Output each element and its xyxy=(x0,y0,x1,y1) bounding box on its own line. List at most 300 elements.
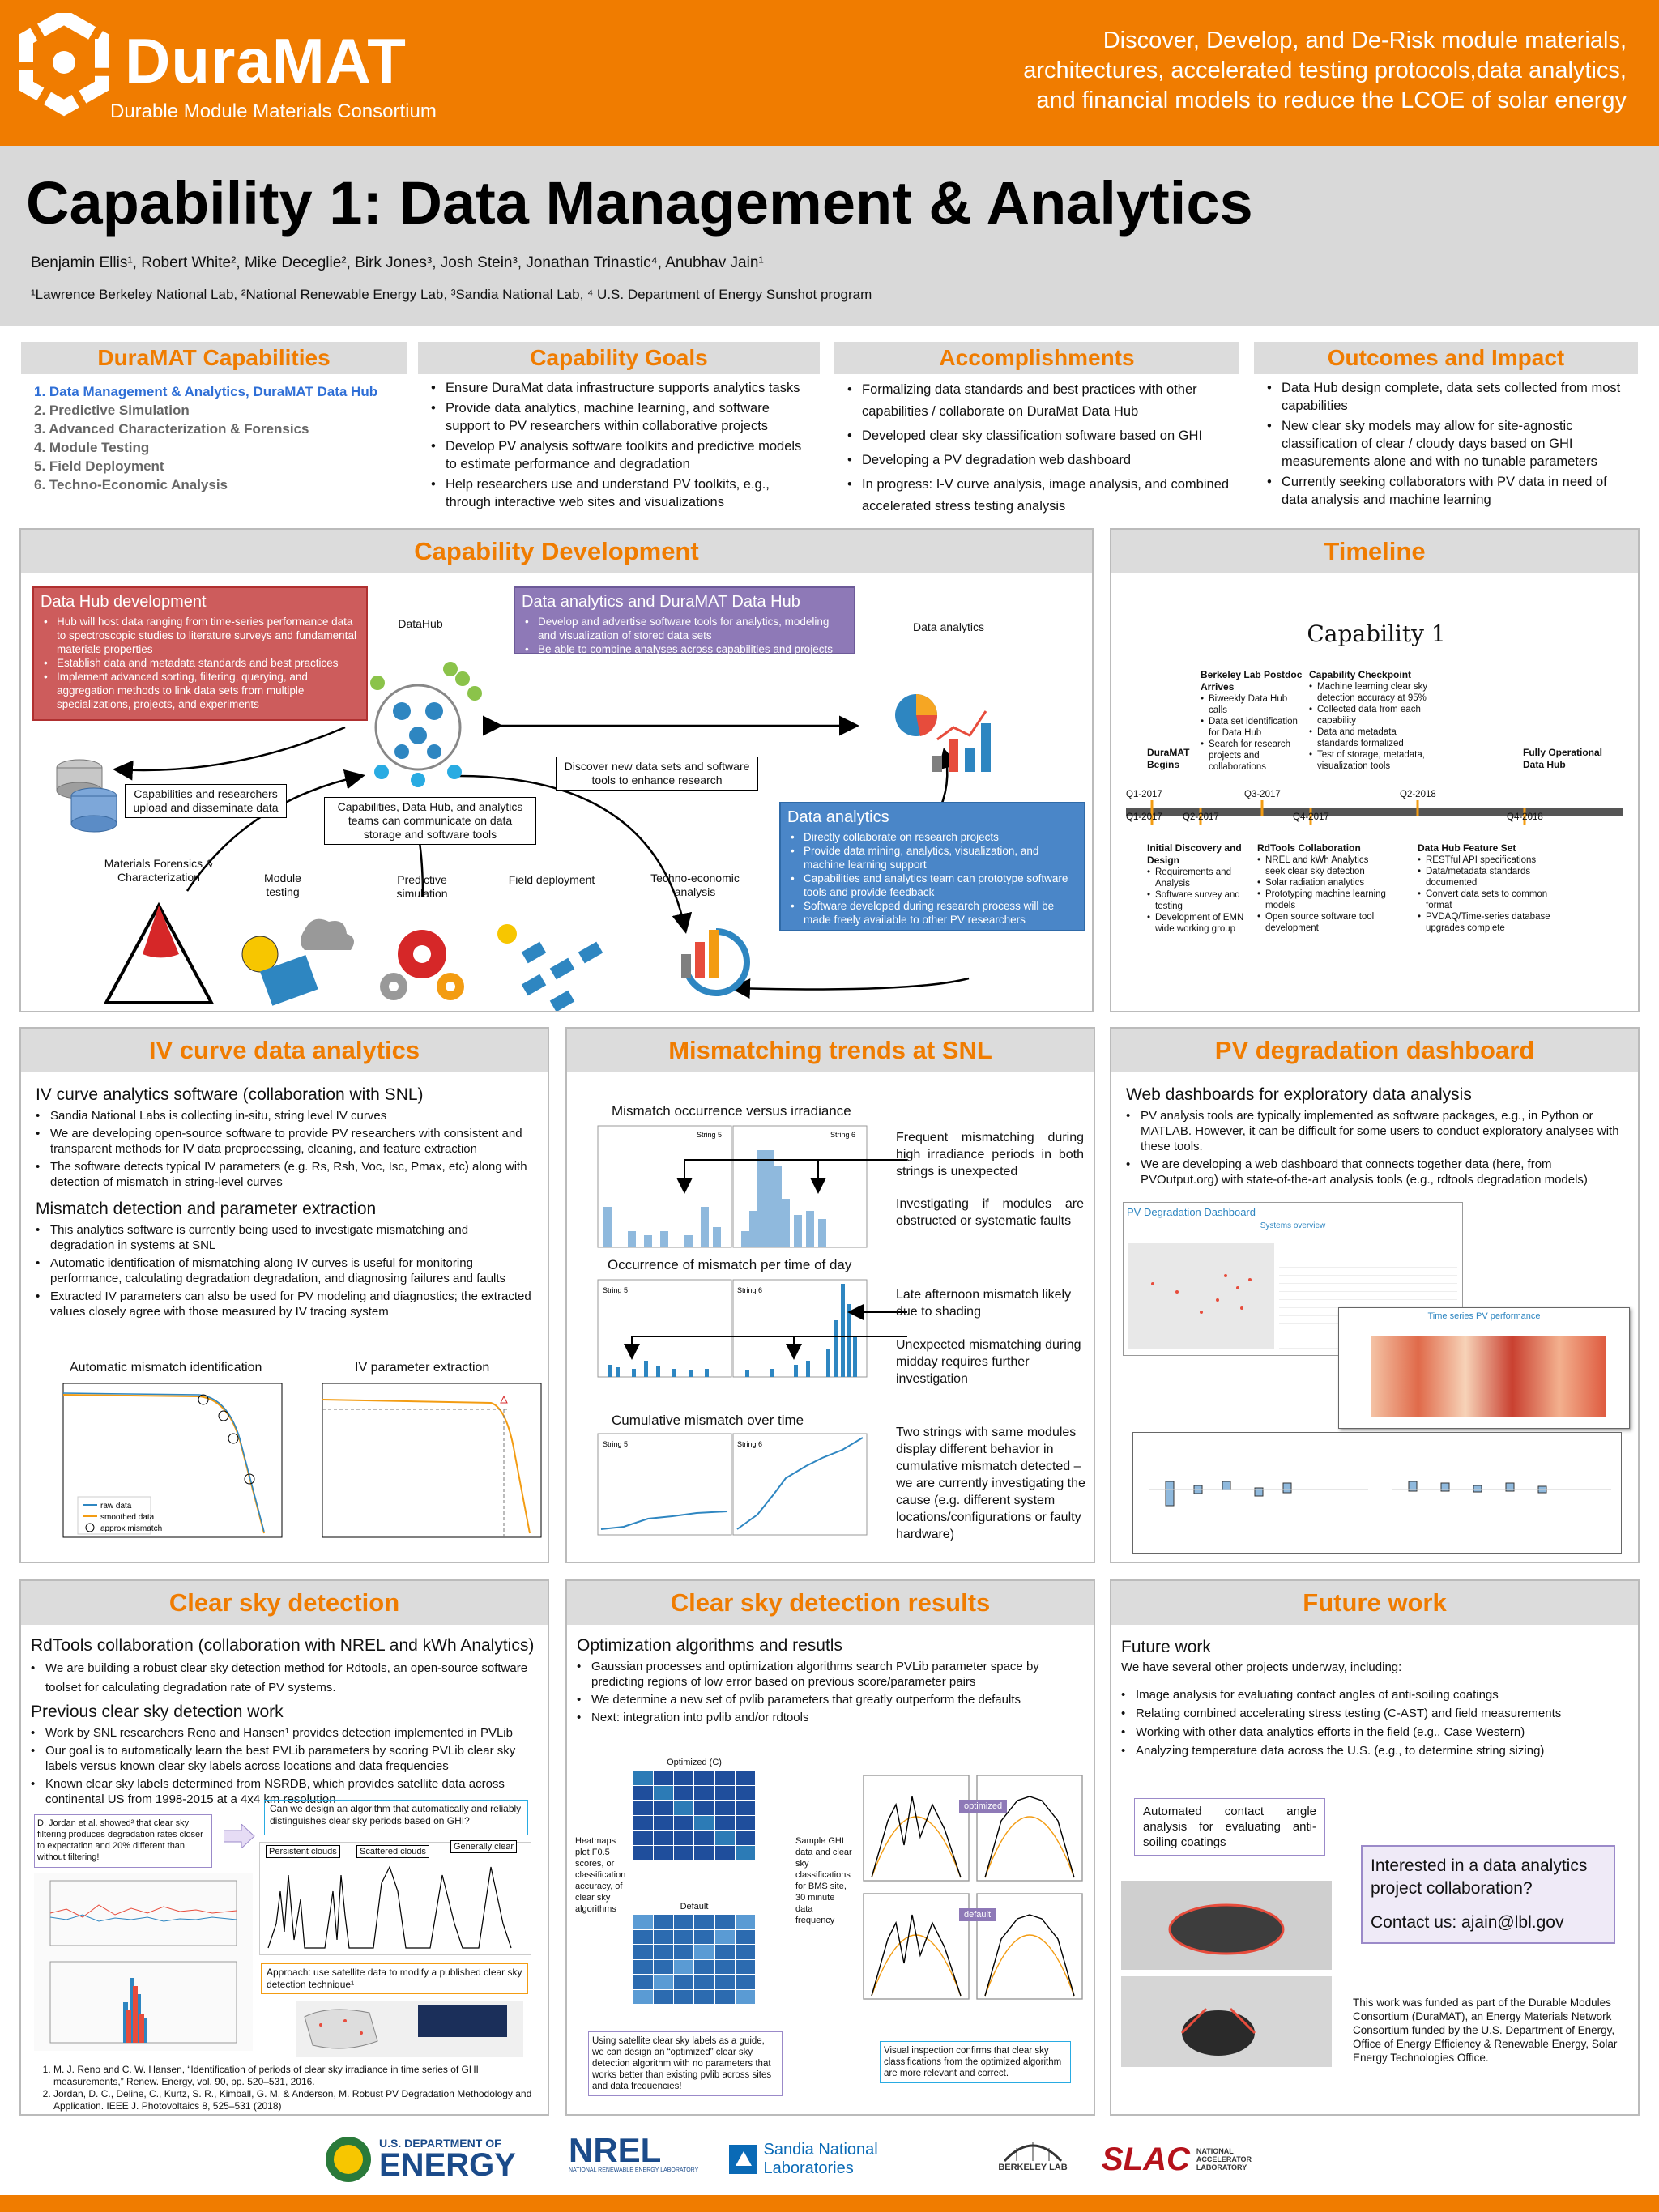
chart-title: Occurrence of mismatch per time of day xyxy=(608,1257,852,1272)
note: Unexpected mismatching during midday requires further investigation xyxy=(896,1338,1081,1386)
list-item: • Help researchers use and understand PV toolkits, e.g., through interactive web sites and visualizations xyxy=(431,475,812,511)
list-item: • Extracted IV parameters can also be used for PV modeling and diagnostics; the extracted values closely agree with those measured by IV tracing system xyxy=(36,1289,533,1319)
list-item: • We determine a new set of pvlib parameters that greatly outperform the defaults xyxy=(577,1692,1084,1707)
heatmap-cell xyxy=(694,1786,714,1801)
list-item: • Development of EMN wide working group xyxy=(1147,912,1252,935)
clear-sky-results-panel xyxy=(565,1579,1095,2116)
heatmap-cell xyxy=(715,1960,735,1975)
heatmap-cell xyxy=(633,1816,653,1831)
affiliations: ¹Lawrence Berkeley National Lab, ²National Renewable Energy Lab, ³Sandia National Lab, ⁴ U.S. Department of Energy Sunshot program xyxy=(31,287,872,302)
datahub-icon xyxy=(370,662,482,787)
heatmap-cell xyxy=(674,1801,693,1815)
heatmap-cell xyxy=(654,1801,673,1815)
iv-body xyxy=(21,1072,548,1330)
optimized-tag: optimized xyxy=(959,1800,1007,1813)
default-heatmap xyxy=(633,1915,755,2004)
list-item: • Currently seeking collaborators with PV data in need of data analysis and machine learning xyxy=(1267,473,1630,509)
boxplot-screenshot xyxy=(1132,1432,1622,1554)
list-item: • Working with other data analytics efforts in the field (e.g., Case Western) xyxy=(1121,1724,1628,1741)
heatmap-cell xyxy=(694,1831,714,1845)
funding-note: This work was funded as part of the Durable Modules Consortium (DuraMAT), an Energy Materials Network Consortium funded by the U.S. Department of Energy, Office of Energy Efficiency & Renewable Energy, Solar Energy Technologies Office. xyxy=(1353,1997,1618,2064)
heatmap-cell xyxy=(654,1990,673,2005)
heatmap-cell xyxy=(633,1846,653,1860)
note: Two strings with same modules display different behavior in cumulative mismatch detected – we are currently investigating the cause (e.g. different system locations/configurations or faulty hardware) xyxy=(896,1426,1085,1541)
plot-label: Generally clear xyxy=(450,1840,517,1853)
tick-label: Q4-2018 xyxy=(1507,812,1543,822)
list-item: • New clear sky models may allow for site-agnostic classification of clear / cloudy days based on GHI measurements alone and with no tunable parameters xyxy=(1267,417,1630,471)
hexagon-logo-icon xyxy=(19,13,109,118)
heatmap-cell xyxy=(736,1786,755,1801)
heatmap-cell xyxy=(674,1816,693,1831)
heatmap-cell xyxy=(674,1990,693,2005)
panel-title: PV degradation dashboard xyxy=(1111,1029,1638,1072)
panel-title: Timeline xyxy=(1111,530,1638,573)
list-item: • Data set identification for Data Hub xyxy=(1201,716,1306,739)
panel-title: DuraMAT Capabilities xyxy=(21,342,407,374)
mismatch-panel xyxy=(565,1027,1095,1563)
tick-label: Q3-2017 xyxy=(1244,790,1281,799)
heatmap-cell xyxy=(715,1945,735,1959)
tick-label: Q1-2017 xyxy=(1126,812,1162,822)
cap-label: Field deployment xyxy=(508,873,595,886)
clearsky-list-2 xyxy=(31,1725,538,1807)
question-box: Can we design an algorithm that automatically and reliably distinguishes clear sky periods based on GHI? xyxy=(264,1800,528,1835)
heatmap-cell xyxy=(715,1816,735,1831)
heatmap-cell xyxy=(715,1975,735,1989)
section-heading: Previous clear sky detection work xyxy=(31,1703,284,1721)
header-banner xyxy=(0,0,1659,146)
plot-label: Scattered clouds xyxy=(356,1845,429,1858)
list-item: • Be able to combine analyses across capabilities and projects xyxy=(522,642,847,656)
section-heading: Future work xyxy=(1121,1638,1211,1656)
list-item: • Biweekly Data Hub calls xyxy=(1201,693,1306,716)
communicate-label-box: Capabilities, Data Hub, and analytics teams can communicate on data storage and software tools xyxy=(324,797,536,845)
heatmap-cell xyxy=(674,1846,693,1860)
forensics-triangle-icon xyxy=(106,906,211,1003)
sandia-logo xyxy=(729,2133,964,2185)
milestone xyxy=(1257,842,1387,934)
data-analytics-label: Data analytics xyxy=(913,620,984,633)
heatmap-cell xyxy=(694,1816,714,1831)
heatmap-cell xyxy=(654,1960,673,1975)
list-item: • Gaussian processes and optimization algorithms search PVLib parameter space by predicting regions of low error based on previous score/parameter pairs xyxy=(577,1659,1084,1690)
list-item: • Automatic identification of mismatching along IV curves is useful for monitoring performance, calculating degradation degradation, and diagnosing failures and faults xyxy=(36,1255,533,1286)
section-heading: Web dashboards for exploratory data analysis xyxy=(1126,1085,1472,1104)
heatmap-cell xyxy=(736,1816,755,1831)
heatmap-cell xyxy=(715,1786,735,1801)
chart-title: Mismatch occurrence versus irradiance xyxy=(612,1103,851,1119)
future-body xyxy=(1111,1625,1638,1770)
list-item: • Implement advanced sorting, filtering, querying, and aggregation methods to link data sets from multiple specializations, projects, and experiments xyxy=(41,670,360,711)
energy-text: ENERGY xyxy=(379,2147,516,2183)
discover-label-box: Discover new data sets and software tools to enhance research xyxy=(556,757,758,791)
list-item: • The software detects typical IV parameters (e.g. Rs, Rsh, Voc, Isc, Pmax, etc) along with detection of mismatch in string-level curves xyxy=(36,1159,533,1190)
optimized-heatmap xyxy=(633,1771,755,1860)
clear-sky-panel xyxy=(19,1579,549,2116)
plot-label: Persistent clouds xyxy=(266,1845,340,1858)
box-title: Data Hub development xyxy=(41,593,207,611)
section-heading: Mismatch detection and parameter extraction xyxy=(36,1200,377,1218)
cap-label: Predictive simulation xyxy=(396,873,448,900)
panel-title: Accomplishments xyxy=(834,342,1239,374)
list-item: • Requirements and Analysis xyxy=(1147,867,1252,889)
capability-item[interactable]: 5. Field Deployment xyxy=(34,458,164,474)
heatmap-cell xyxy=(674,1960,693,1975)
iv-curve-panel xyxy=(19,1027,549,1563)
jordan-box: D. Jordan et al. showed² that clear sky filtering produces degradation rates closer to expectation and 20% different than without filtering! xyxy=(34,1814,212,1868)
tick-label: Q2-2018 xyxy=(1400,790,1436,799)
dashboard-body xyxy=(1111,1072,1638,1198)
milestone-title: Fully Operational Data Hub xyxy=(1523,747,1603,770)
list-item: • Establish data and metadata standards and best practices xyxy=(41,656,360,670)
heatmap-cell xyxy=(694,1930,714,1945)
legend-text: raw data xyxy=(100,1502,132,1511)
string-label: String 6 xyxy=(737,1286,763,1294)
heatmap-cell xyxy=(715,1801,735,1815)
future-work-panel xyxy=(1110,1579,1640,2116)
panel-title: Clear sky detection xyxy=(21,1581,548,1625)
panel-title: Mismatching trends at SNL xyxy=(567,1029,1094,1072)
list-item: • Data and metadata standards formalized xyxy=(1309,727,1431,749)
string-label: String 6 xyxy=(830,1131,856,1139)
field-deployment-icon xyxy=(497,924,603,1011)
legend-text: smoothed data xyxy=(100,1513,155,1522)
list-item: • Provide data analytics, machine learning, and software support to PV researchers within collaborative projects xyxy=(431,399,812,435)
box-list xyxy=(41,615,360,711)
milestone xyxy=(1418,842,1572,934)
slac-text: SLAC xyxy=(1102,2141,1190,2177)
heatmap-cell xyxy=(633,1771,653,1785)
capabilities-list xyxy=(18,374,410,502)
callout-text: Interested in a data analytics project collaboration? xyxy=(1371,1856,1588,1898)
list-item: • Our goal is to automatically learn the best PVLib parameters by scoring PVLib clear sky labels versus known clear sky labels across locations and data frequencies xyxy=(31,1743,538,1774)
heatmap-cell xyxy=(654,1846,673,1860)
heatmap-cell xyxy=(633,1930,653,1945)
logo-subtitle: Durable Module Materials Consortium xyxy=(110,100,437,122)
satellite-note: Using satellite clear sky labels as a guide, we can design an “optimized” clear sky detection algorithm with no parameters that works better than existing pvlib across sites and data frequencies! xyxy=(588,2031,783,2096)
list-item: • Data/metadata standards documented xyxy=(1418,866,1572,889)
cap-label: Module testing xyxy=(264,872,301,898)
heatmap-cell xyxy=(674,1930,693,1945)
panel-title: Clear sky detection results xyxy=(567,1581,1094,1625)
datahub-label: DataHub xyxy=(398,617,443,630)
heatmap-cell xyxy=(674,1945,693,1959)
chart-title: Automatic mismatch identification xyxy=(70,1361,262,1375)
milestone-title: Berkeley Lab Postdoc Arrives xyxy=(1201,669,1303,693)
tagline-line: architectures, accelerated testing protocols,data analytics, xyxy=(1023,58,1627,83)
sandia-text: Sandia National Laboratories xyxy=(763,2141,878,2177)
title-bar xyxy=(0,146,1659,326)
list-item: • Known clear sky labels determined from NSRDB, which provides satellite data across continental US from 1998-2015 at a 4x4 km resolution xyxy=(31,1776,538,1807)
milestone xyxy=(1147,747,1204,771)
droplet-image-2 xyxy=(1121,1976,1332,2067)
nrel-logo xyxy=(569,2133,714,2185)
heatmap-cell xyxy=(736,1831,755,1845)
iv-list-1 xyxy=(36,1108,533,1190)
authors: Benjamin Ellis¹, Robert White², Mike Deceglie², Birk Jones³, Josh Stein³, Jonathan Trinastic⁴, Anubhav Jain¹ xyxy=(31,254,764,271)
list-item: • RESTful API specifications xyxy=(1418,855,1572,866)
heatmap-cell xyxy=(654,1786,673,1801)
references xyxy=(37,2064,539,2112)
panel-title: Future work xyxy=(1111,1581,1638,1625)
note: Investigating if modules are obstructed or systematic faults xyxy=(896,1197,1084,1228)
droplet-image-1 xyxy=(1121,1881,1332,1970)
poster-title: Capability 1: Data Management & Analytics xyxy=(26,169,1253,237)
list-item: • We are developing a web dashboard that connects together data (here, from PVOutput.org) with state-of-the-art analysis tools (e.g., rdtools degradation models) xyxy=(1126,1157,1623,1187)
capability-development-panel xyxy=(19,528,1094,1012)
list-item: • In progress: I-V curve analysis, image analysis, and combined accelerated stress testing analysis xyxy=(847,474,1231,518)
contact-email[interactable]: Contact us: ajain@lbl.gov xyxy=(1371,1913,1564,1932)
heatmap-cell xyxy=(633,1990,653,2005)
box-list xyxy=(522,615,847,656)
list-item: • Analyzing temperature data across the U.S. (e.g., to determine string sizing) xyxy=(1121,1743,1628,1759)
list-item: • NREL and kWh Analytics seek clear sky detection xyxy=(1257,855,1387,877)
list-item: • Convert data sets to common format xyxy=(1418,889,1572,911)
heatmap-cell xyxy=(633,1831,653,1845)
list-item: • Developed clear sky classification software based on GHI xyxy=(847,425,1231,447)
list-item: • Formalizing data standards and best practices with other capabilities / collaborate on DuraMat Data Hub xyxy=(847,379,1231,423)
tagline xyxy=(898,26,1627,116)
note: Frequent mismatching during high irradiance periods in both strings is unexpected xyxy=(896,1131,1084,1178)
heatmap-cell xyxy=(654,1816,673,1831)
heatmap-cell xyxy=(633,1915,653,1929)
cap-label: Techno-economic analysis xyxy=(650,872,740,898)
timeseries-screenshot xyxy=(1338,1307,1630,1429)
list-item: • Image analysis for evaluating contact angles of anti-soiling coatings xyxy=(1121,1687,1628,1703)
milestone-title: Initial Discovery and Design xyxy=(1147,842,1242,866)
data-analytics-chart-icon xyxy=(895,694,991,772)
doe-logo xyxy=(324,2133,527,2185)
capability-item[interactable]: 2. Predictive Simulation xyxy=(34,403,190,418)
tagline-line: and financial models to reduce the LCOE of solar energy xyxy=(1036,87,1627,113)
capabilities-panel xyxy=(18,339,410,523)
list-item: • Data Hub design complete, data sets collected from most capabilities xyxy=(1267,379,1630,415)
list-item: • Machine learning clear sky detection accuracy at 95% xyxy=(1309,681,1431,704)
outcomes-panel xyxy=(1251,339,1641,523)
berkeley-text: BERKELEY LAB xyxy=(998,2163,1068,2172)
list-item: • Directly collaborate on research projects xyxy=(787,830,1077,844)
heatmap-cell xyxy=(694,1771,714,1785)
heatmap-cell xyxy=(736,1930,755,1945)
milestone-title: Capability Checkpoint xyxy=(1309,669,1412,680)
screenshot-subtitle: Systems overview xyxy=(1260,1221,1326,1230)
heatmap-cell xyxy=(715,1846,735,1860)
mismatch-charts xyxy=(583,1118,907,1563)
panel-title: Capability Development xyxy=(21,530,1092,573)
module-testing-icon xyxy=(242,919,354,1006)
heatmap-cell xyxy=(736,1945,755,1959)
panel-title: Capability Goals xyxy=(418,342,820,374)
logo-name: DuraMAT xyxy=(125,25,407,96)
capability-item[interactable]: 4. Module Testing xyxy=(34,440,150,455)
heatmap-cell xyxy=(736,1960,755,1975)
reference: 2. Jordan, D. C., Deline, C., Kurtz, S. R., Kimball, G. M. & Anderson, M. Robust PV Degradation Methodology and Application. IEEE J. Photovoltaics 8, 525–531 (2018) xyxy=(53,2088,539,2112)
analytics-hub-box xyxy=(514,586,855,654)
heatmap-cell xyxy=(674,1831,693,1845)
milestone-title: Data Hub Feature Set xyxy=(1418,842,1516,854)
section-heading: RdTools collaboration (collaboration with NREL and kWh Analytics) xyxy=(31,1636,535,1655)
heatmap-cell xyxy=(654,1945,673,1959)
chart-title: Cumulative mismatch over time xyxy=(612,1413,804,1428)
list-item: • Software developed during research process will be made freely available to other PV researchers xyxy=(787,899,1077,927)
cap-label: Materials Forensics & Characterization xyxy=(104,857,214,884)
doe-seal-icon xyxy=(324,2135,373,2184)
heatmap-cell xyxy=(715,1930,735,1945)
list-item: • We are developing open-source software to provide PV researchers with consistent and transparent methods for IV data preprocessing, cleaning, and feature extraction xyxy=(36,1126,533,1157)
list-item: • Test of storage, metadata, visualization tools xyxy=(1309,749,1431,772)
data-analytics-box xyxy=(779,802,1085,931)
string-label: String 6 xyxy=(737,1440,763,1448)
list-item: • Sandia National Labs is collecting in-situ, string level IV curves xyxy=(36,1108,533,1123)
heatmap-cell xyxy=(633,1801,653,1815)
box-title: Data analytics xyxy=(787,808,889,826)
heatmap-cell xyxy=(674,1786,693,1801)
accomplishments-list xyxy=(831,374,1243,518)
section-heading: IV curve analytics software (collaboration with SNL) xyxy=(36,1085,424,1104)
timeline-heading: Capability 1 xyxy=(1307,620,1446,647)
legend-text: approx mismatch xyxy=(100,1524,163,1533)
default-tag: default xyxy=(959,1908,996,1921)
heatmap-title: Optimized (C) xyxy=(667,1758,722,1767)
csresults-list xyxy=(577,1659,1084,1725)
capability-item[interactable]: 6. Techno-Economic Analysis xyxy=(34,477,228,492)
capability-item[interactable]: 1. Data Management & Analytics, DuraMAT Data Hub xyxy=(34,384,378,399)
list-item: • Ensure DuraMat data infrastructure supports analytics tasks xyxy=(431,379,812,397)
gears-icon xyxy=(380,930,464,1000)
heatmap-cell xyxy=(694,1975,714,1989)
heatmap-cell xyxy=(694,1990,714,2005)
heatmap-cell xyxy=(654,1930,673,1945)
clearsky-body xyxy=(21,1625,548,1816)
goals-panel xyxy=(415,339,823,523)
slac-sub: NATIONAL ACCELERATOR LABORATORY xyxy=(1196,2147,1252,2172)
heatmap-cell xyxy=(633,1975,653,1989)
chart-title: IV parameter extraction xyxy=(355,1361,490,1375)
milestone xyxy=(1309,669,1431,772)
slac-logo xyxy=(1102,2133,1264,2185)
list-item: • Provide data mining, analytics, visualization, and machine learning support xyxy=(787,844,1077,872)
footer-bar xyxy=(0,2195,1659,2212)
heatmap-cell xyxy=(694,1846,714,1860)
database-icon xyxy=(57,760,117,832)
list-item: • Work by SNL researchers Reno and Hansen¹ provides detection implemented in PVLib xyxy=(31,1725,538,1741)
screenshot-title: PV Degradation Dashboard xyxy=(1127,1206,1256,1218)
nrel-sub: NATIONAL RENEWABLE ENERGY LABORATORY xyxy=(569,2167,699,2173)
heatmap-cell xyxy=(654,1915,673,1929)
heatmap-cell xyxy=(694,1915,714,1929)
upload-label-box: Capabilities and researchers upload and disseminate data xyxy=(125,784,287,818)
note: Late afternoon mismatch likely due to shading xyxy=(896,1288,1072,1319)
milestone-title: DuraMAT Begins xyxy=(1147,747,1190,770)
list-item: • Develop and advertise software tools for analytics, modeling and visualization of stored data sets xyxy=(522,615,847,642)
datahub-development-box xyxy=(32,586,368,721)
reference: 1. M. J. Reno and C. W. Hansen, “Identification of periods of clear sky irradiance in time series of GHI measurements,” Renew. Energy, vol. 90, pp. 520–531, 2016. xyxy=(53,2064,539,2088)
milestone-title: RdTools Collaboration xyxy=(1257,842,1361,854)
heatmap-cell xyxy=(674,1975,693,1989)
heatmap-cell xyxy=(715,1771,735,1785)
heatmap-cell xyxy=(674,1771,693,1785)
collaboration-callout xyxy=(1361,1845,1615,1944)
heatmap-cell xyxy=(633,1786,653,1801)
berkeley-building-icon xyxy=(1000,2133,1065,2163)
heatmap-cell xyxy=(736,1990,755,2005)
heatmap-cell xyxy=(694,1801,714,1815)
heatmap-cell xyxy=(715,1831,735,1845)
csresults-body xyxy=(567,1625,1094,1734)
doe-text: U.S. DEPARTMENT OF xyxy=(379,2137,501,2150)
list-item: • Prototyping machine learning models xyxy=(1257,889,1387,911)
goals-list xyxy=(415,374,823,511)
list-item: • PV analysis tools are typically implemented as software packages, e.g., in Python or MATLAB. However, it can be difficult for some users to conduct exploratory analyses with these tools. xyxy=(1126,1108,1623,1154)
heatmap-cell xyxy=(694,1945,714,1959)
heatmap-cell xyxy=(694,1960,714,1975)
box-list xyxy=(787,830,1077,927)
arrow-right-icon xyxy=(224,1824,256,1848)
section-heading: Optimization algorithms and resutls xyxy=(577,1636,842,1655)
berkeley-lab-logo xyxy=(988,2133,1077,2185)
timeline-panel xyxy=(1110,528,1640,1012)
map-thumbnail xyxy=(1128,1243,1274,1349)
panel-title: IV curve data analytics xyxy=(21,1029,548,1072)
list-item: • Develop PV analysis software toolkits and predictive models to estimate performance and degradation xyxy=(431,437,812,473)
heatmap-title: Default xyxy=(680,1902,709,1912)
footer-logos xyxy=(0,2122,1659,2195)
outcomes-list xyxy=(1251,374,1641,509)
nrel-text: NREL xyxy=(569,2131,662,2169)
iv-list-2 xyxy=(36,1222,533,1319)
heatmap-cell xyxy=(654,1831,673,1845)
milestone xyxy=(1147,842,1252,935)
list-item: • Hub will host data ranging from time-series performance data to spectroscopic studies to literature surveys and fundamental materials properties xyxy=(41,615,360,656)
pv-dashboard-panel xyxy=(1110,1027,1640,1563)
contact-angle-box: Automated contact angle analysis for evaluating anti-soiling coatings xyxy=(1134,1798,1325,1856)
list-item: • Developing a PV degradation web dashboard xyxy=(847,450,1231,471)
ghi-caption: Sample GHI data and clear sky classifications for BMS site, 30 minute data frequency xyxy=(795,1836,852,1925)
panel-title: Outcomes and Impact xyxy=(1254,342,1638,374)
heatmap-cell xyxy=(654,1771,673,1785)
heatmap-cell xyxy=(736,1975,755,1989)
techno-economic-icon xyxy=(681,930,747,993)
list-item: • Relating combined accelerating stress testing (C-AST) and field measurements xyxy=(1121,1706,1628,1722)
string-label: String 5 xyxy=(697,1131,723,1139)
map-and-logos xyxy=(296,2001,523,2057)
list-item: • Search for research projects and collaborations xyxy=(1201,739,1306,773)
list-item: • Solar radiation analytics xyxy=(1257,877,1387,889)
milestone xyxy=(1523,747,1612,771)
string-label: String 5 xyxy=(603,1286,629,1294)
clearsky-list-1 xyxy=(31,1659,538,1698)
tick-label: Q4-2017 xyxy=(1293,812,1329,822)
heatmap-cell xyxy=(736,1915,755,1929)
list-item: • Collected data from each capability xyxy=(1309,704,1431,727)
box-title: Data analytics and DuraMAT Data Hub xyxy=(522,593,800,611)
ghi-plot xyxy=(259,1842,531,1955)
iv-charts xyxy=(21,1375,549,1562)
heatmap-thumbnail xyxy=(1371,1336,1606,1417)
heatmap-cell xyxy=(736,1846,755,1860)
tagline-line: Discover, Develop, and De-Risk module materials, xyxy=(1102,28,1627,53)
future-intro: We have several other projects underway, including: xyxy=(1121,1660,1402,1674)
heatmap-cell xyxy=(736,1801,755,1815)
heatmap-cell xyxy=(715,1990,735,2005)
list-item: • Next: integration into pvlib and/or rdtools xyxy=(577,1710,1084,1725)
dashboard-list xyxy=(1126,1108,1623,1187)
duramat-logo xyxy=(19,10,441,131)
capability-item[interactable]: 3. Advanced Characterization & Forensics xyxy=(34,421,309,437)
accomplishments-panel xyxy=(831,339,1243,523)
future-list xyxy=(1121,1687,1628,1759)
heatmap-cell xyxy=(654,1975,673,1989)
